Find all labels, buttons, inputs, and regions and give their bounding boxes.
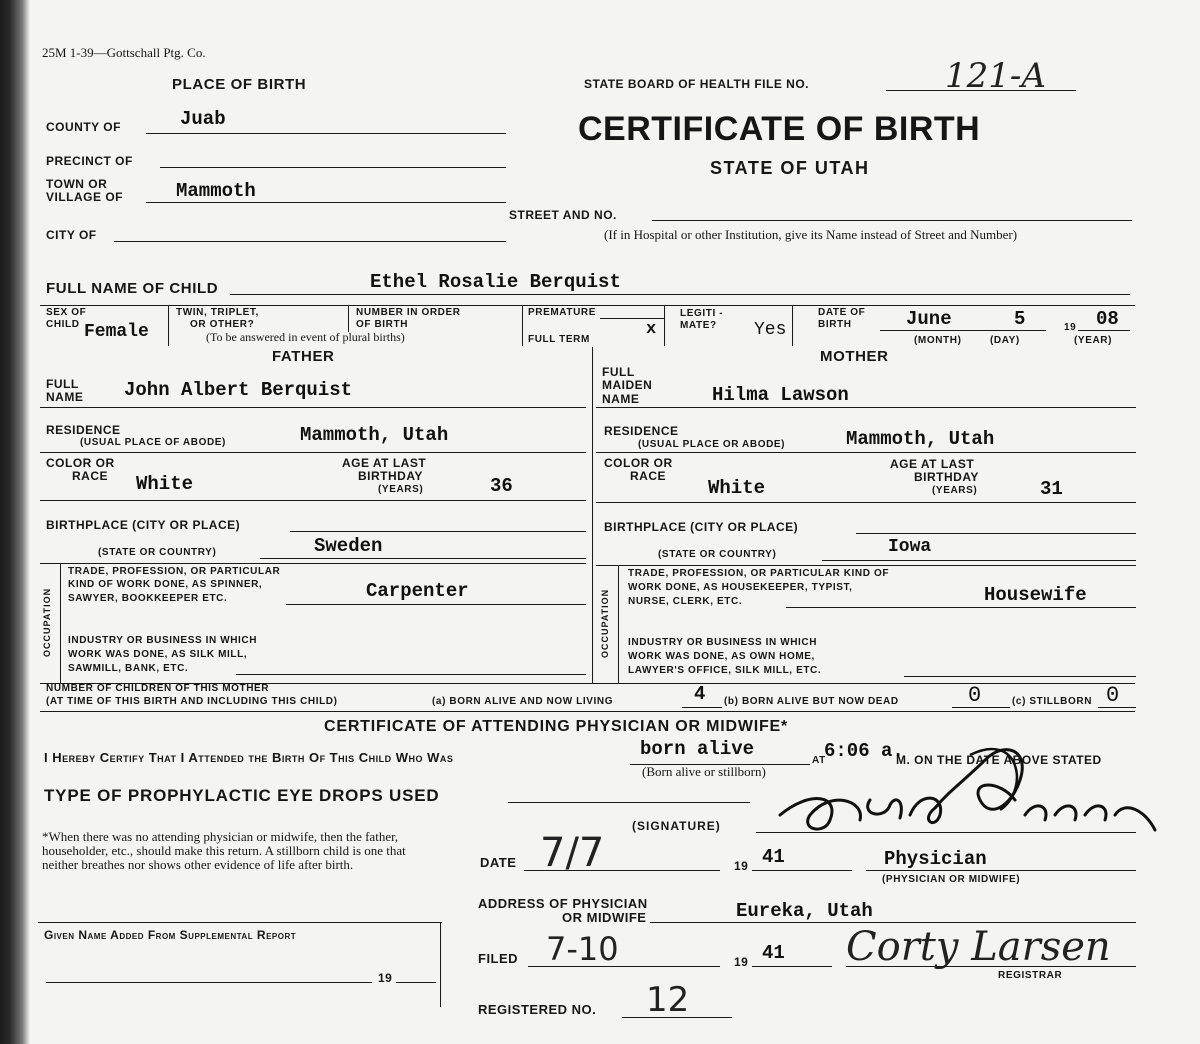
eye-drops-label: TYPE OF PROPHYLACTIC EYE DROPS USED <box>44 786 440 805</box>
dob-label-1: DATE OF <box>818 307 866 318</box>
children-a-value: 4 <box>694 683 706 705</box>
mother-residence: Mammoth, Utah <box>846 428 995 450</box>
mother-color-label-2: RACE <box>630 469 667 483</box>
printer-line: 25M 1-39—Gottschall Ptg. Co. <box>42 45 206 60</box>
file-no-label: STATE BOARD OF HEALTH FILE NO. <box>584 77 809 91</box>
born-status-note: (Born alive or stillborn) <box>642 764 766 779</box>
filed-year: 41 <box>762 942 785 964</box>
father-trade: Carpenter <box>366 580 469 602</box>
mother-age-label-3: (YEARS) <box>932 485 978 496</box>
father-trade-label-3: SAWYER, BOOKKEEPER ETC. <box>68 593 228 604</box>
father-residence-label-1: RESIDENCE <box>46 423 121 437</box>
filed-date: 7-10 <box>546 930 619 968</box>
scan-edge-shadow <box>0 0 30 1044</box>
children-c-label: (c) STILLBORN <box>1012 696 1093 707</box>
child-sex: Female <box>84 322 149 342</box>
twin-label-2: OR OTHER? <box>190 319 255 330</box>
full-term-mark: x <box>646 320 657 339</box>
document-title: CERTIFICATE OF BIRTH <box>578 110 981 148</box>
father-residence: Mammoth, Utah <box>300 424 449 446</box>
born-status: born alive <box>640 738 755 760</box>
mother-age-label-2: BIRTHDAY <box>914 470 979 484</box>
full-term-label: FULL TERM <box>528 334 590 345</box>
mother-age-label-1: AGE AT LAST <box>890 457 975 471</box>
mother-age: 31 <box>1040 478 1063 500</box>
father-trade-label-2: KIND OF WORK DONE, AS SPINNER, <box>68 579 263 590</box>
file-no-value: 121-A <box>945 56 1046 96</box>
father-industry-label-2: WORK WAS DONE, AS SILK MILL, <box>68 649 248 660</box>
city-label: CITY OF <box>46 228 97 242</box>
father-occupation-side-label: OCCUPATION <box>42 587 52 657</box>
registered-no-label: REGISTERED NO. <box>478 1002 597 1017</box>
dob-day: 5 <box>1014 308 1026 330</box>
address-label-2: OR MIDWIFE <box>562 910 647 925</box>
father-name: John Albert Berquist <box>124 379 353 401</box>
town-label-2: VILLAGE OF <box>46 190 123 204</box>
father-age: 36 <box>490 475 513 497</box>
mother-color: White <box>708 477 766 499</box>
day-label: (DAY) <box>990 335 1020 346</box>
father-industry-label-1: INDUSTRY OR BUSINESS IN WHICH <box>68 635 258 646</box>
children-a-label: (a) BORN ALIVE AND NOW LIVING <box>432 696 614 707</box>
dob-year: 08 <box>1096 308 1119 330</box>
sex-label-2: CHILD <box>46 319 80 330</box>
physician-date: 7/7 <box>540 830 605 876</box>
mother-industry-label-2: WORK WAS DONE, AS OWN HOME, <box>628 651 815 662</box>
mother-birthplace: Iowa <box>888 537 932 557</box>
town-label-1: TOWN OR <box>46 177 108 191</box>
mother-heading: MOTHER <box>820 348 889 365</box>
physician-title: Physician <box>884 848 987 870</box>
town-value: Mammoth <box>176 180 256 202</box>
supplemental-year-prefix: 19 <box>378 971 393 985</box>
children-label-2: (AT TIME OF THIS BIRTH AND INCLUDING THIS CHILD) <box>46 696 338 707</box>
mother-residence-label-1: RESIDENCE <box>604 424 679 438</box>
physician-heading: CERTIFICATE OF ATTENDING PHYSICIAN OR MIDWIFE* <box>324 718 789 735</box>
street-label: STREET AND NO. <box>509 208 617 222</box>
sex-label-1: SEX OF <box>46 307 87 318</box>
mother-trade-label-3: NURSE, CLERK, ETC. <box>628 596 743 607</box>
father-heading: FATHER <box>272 348 335 365</box>
full-name-label: FULL NAME OF CHILD <box>46 280 219 297</box>
mother-industry-label-3: LAWYER'S OFFICE, SILK MILL, ETC. <box>628 665 822 676</box>
registrar-signature: Corty Larsen <box>846 924 1111 970</box>
mother-trade: Housewife <box>984 584 1087 606</box>
mother-name-label-1: FULL <box>602 365 635 379</box>
registered-no-value: 12 <box>646 980 690 1020</box>
mother-name-label-3: NAME <box>602 392 640 406</box>
birth-time-suffix: M. ON THE DATE ABOVE STATED <box>896 753 1102 767</box>
mother-name: Hilma Lawson <box>712 384 849 406</box>
father-age-label-2: BIRTHDAY <box>358 469 423 483</box>
mother-trade-label-2: WORK DONE, AS HOUSEKEEPER, TYPIST, <box>628 582 853 593</box>
plural-births-note: (To be answered in event of plural births) <box>206 330 405 344</box>
twin-label-1: TWIN, TRIPLET, <box>176 307 259 318</box>
premature-label: PREMATURE <box>528 307 596 318</box>
father-color: White <box>136 473 194 495</box>
precinct-label: PRECINCT OF <box>46 154 133 168</box>
physician-title-label: (PHYSICIAN OR MIDWIFE) <box>882 874 1021 885</box>
order-label-2: OF BIRTH <box>356 319 409 330</box>
father-age-label-3: (YEARS) <box>378 484 424 495</box>
county-label: COUNTY OF <box>46 120 121 134</box>
child-full-name: Ethel Rosalie Berquist <box>370 271 621 293</box>
mother-color-label-1: COLOR OR <box>604 456 673 470</box>
physician-address: Eureka, Utah <box>736 900 873 922</box>
signature-label: (SIGNATURE) <box>632 819 721 833</box>
filed-label: FILED <box>478 951 519 966</box>
legitimate-label-1: LEGITI - <box>680 308 724 319</box>
at-label: AT <box>812 755 826 766</box>
registrar-label: REGISTRAR <box>998 970 1063 981</box>
children-c-value: 0 <box>1106 683 1120 708</box>
father-age-label-1: AGE AT LAST <box>342 456 427 470</box>
physician-signature <box>770 720 1170 850</box>
mother-trade-label-1: TRADE, PROFESSION, OR PARTICULAR KIND OF <box>628 568 890 579</box>
date-label: DATE <box>480 855 517 870</box>
place-of-birth-heading: PLACE OF BIRTH <box>172 76 307 93</box>
mother-occupation-side-label: OCCUPATION <box>600 588 610 658</box>
father-name-label-2: NAME <box>46 390 84 404</box>
physician-certify-text: I Hereby Certify That I Attended the Birth Of This Child Who Was <box>44 750 454 765</box>
father-color-label-2: RACE <box>72 469 109 483</box>
legitimate-label-2: MATE? <box>680 320 717 331</box>
supplemental-label: Given Name Added From Supplemental Report <box>44 928 297 942</box>
document-subtitle: STATE OF UTAH <box>710 158 870 178</box>
address-label-1: ADDRESS OF PHYSICIAN <box>478 896 648 911</box>
order-label-1: NUMBER IN ORDER <box>356 307 461 318</box>
physician-date-year: 41 <box>762 846 785 868</box>
dob-month: June <box>906 308 952 330</box>
physician-footnote: *When there was no attending physician or midwife, then the father, householder, etc., should make this return. A stillborn child is one that neither breathes nor shows other evidence of life after birth. <box>42 829 406 872</box>
father-birthplace: Sweden <box>314 535 383 557</box>
father-industry-label-3: SAWMILL, BANK, ETC. <box>68 663 189 674</box>
dob-label-2: BIRTH <box>818 319 852 330</box>
dob-year-prefix: 19 <box>1064 322 1077 333</box>
father-residence-label-2: (USUAL PLACE OF ABODE) <box>80 437 226 448</box>
street-note: (If in Hospital or other Institution, give its Name instead of Street and Number) <box>604 227 1018 242</box>
filed-year-prefix: 19 <box>734 955 749 969</box>
father-trade-label-1: TRADE, PROFESSION, OR PARTICULAR <box>68 566 281 577</box>
legitimate-value: Yes <box>754 320 787 340</box>
month-label: (MONTH) <box>914 335 962 346</box>
mother-industry-label-1: INDUSTRY OR BUSINESS IN WHICH <box>628 637 818 648</box>
birth-time: 6:06 a. <box>824 740 904 762</box>
county-value: Juab <box>180 108 226 130</box>
father-birthplace-label: BIRTHPLACE (CITY OR PLACE) <box>46 518 241 532</box>
mother-state-label: (STATE OR COUNTRY) <box>658 549 777 560</box>
physician-date-year-prefix: 19 <box>734 859 749 873</box>
children-b-label: (b) BORN ALIVE BUT NOW DEAD <box>724 696 899 707</box>
year-label: (YEAR) <box>1074 335 1113 346</box>
father-color-label-1: COLOR OR <box>46 456 115 470</box>
father-state-label: (STATE OR COUNTRY) <box>98 547 217 558</box>
mother-residence-label-2: (USUAL PLACE OR ABODE) <box>638 439 786 450</box>
mother-name-label-2: MAIDEN <box>602 378 653 392</box>
children-label-1: NUMBER OF CHILDREN OF THIS MOTHER <box>46 683 270 694</box>
father-name-label-1: FULL <box>46 377 79 391</box>
mother-birthplace-label: BIRTHPLACE (CITY OR PLACE) <box>604 520 799 534</box>
children-b-value: 0 <box>968 683 982 708</box>
